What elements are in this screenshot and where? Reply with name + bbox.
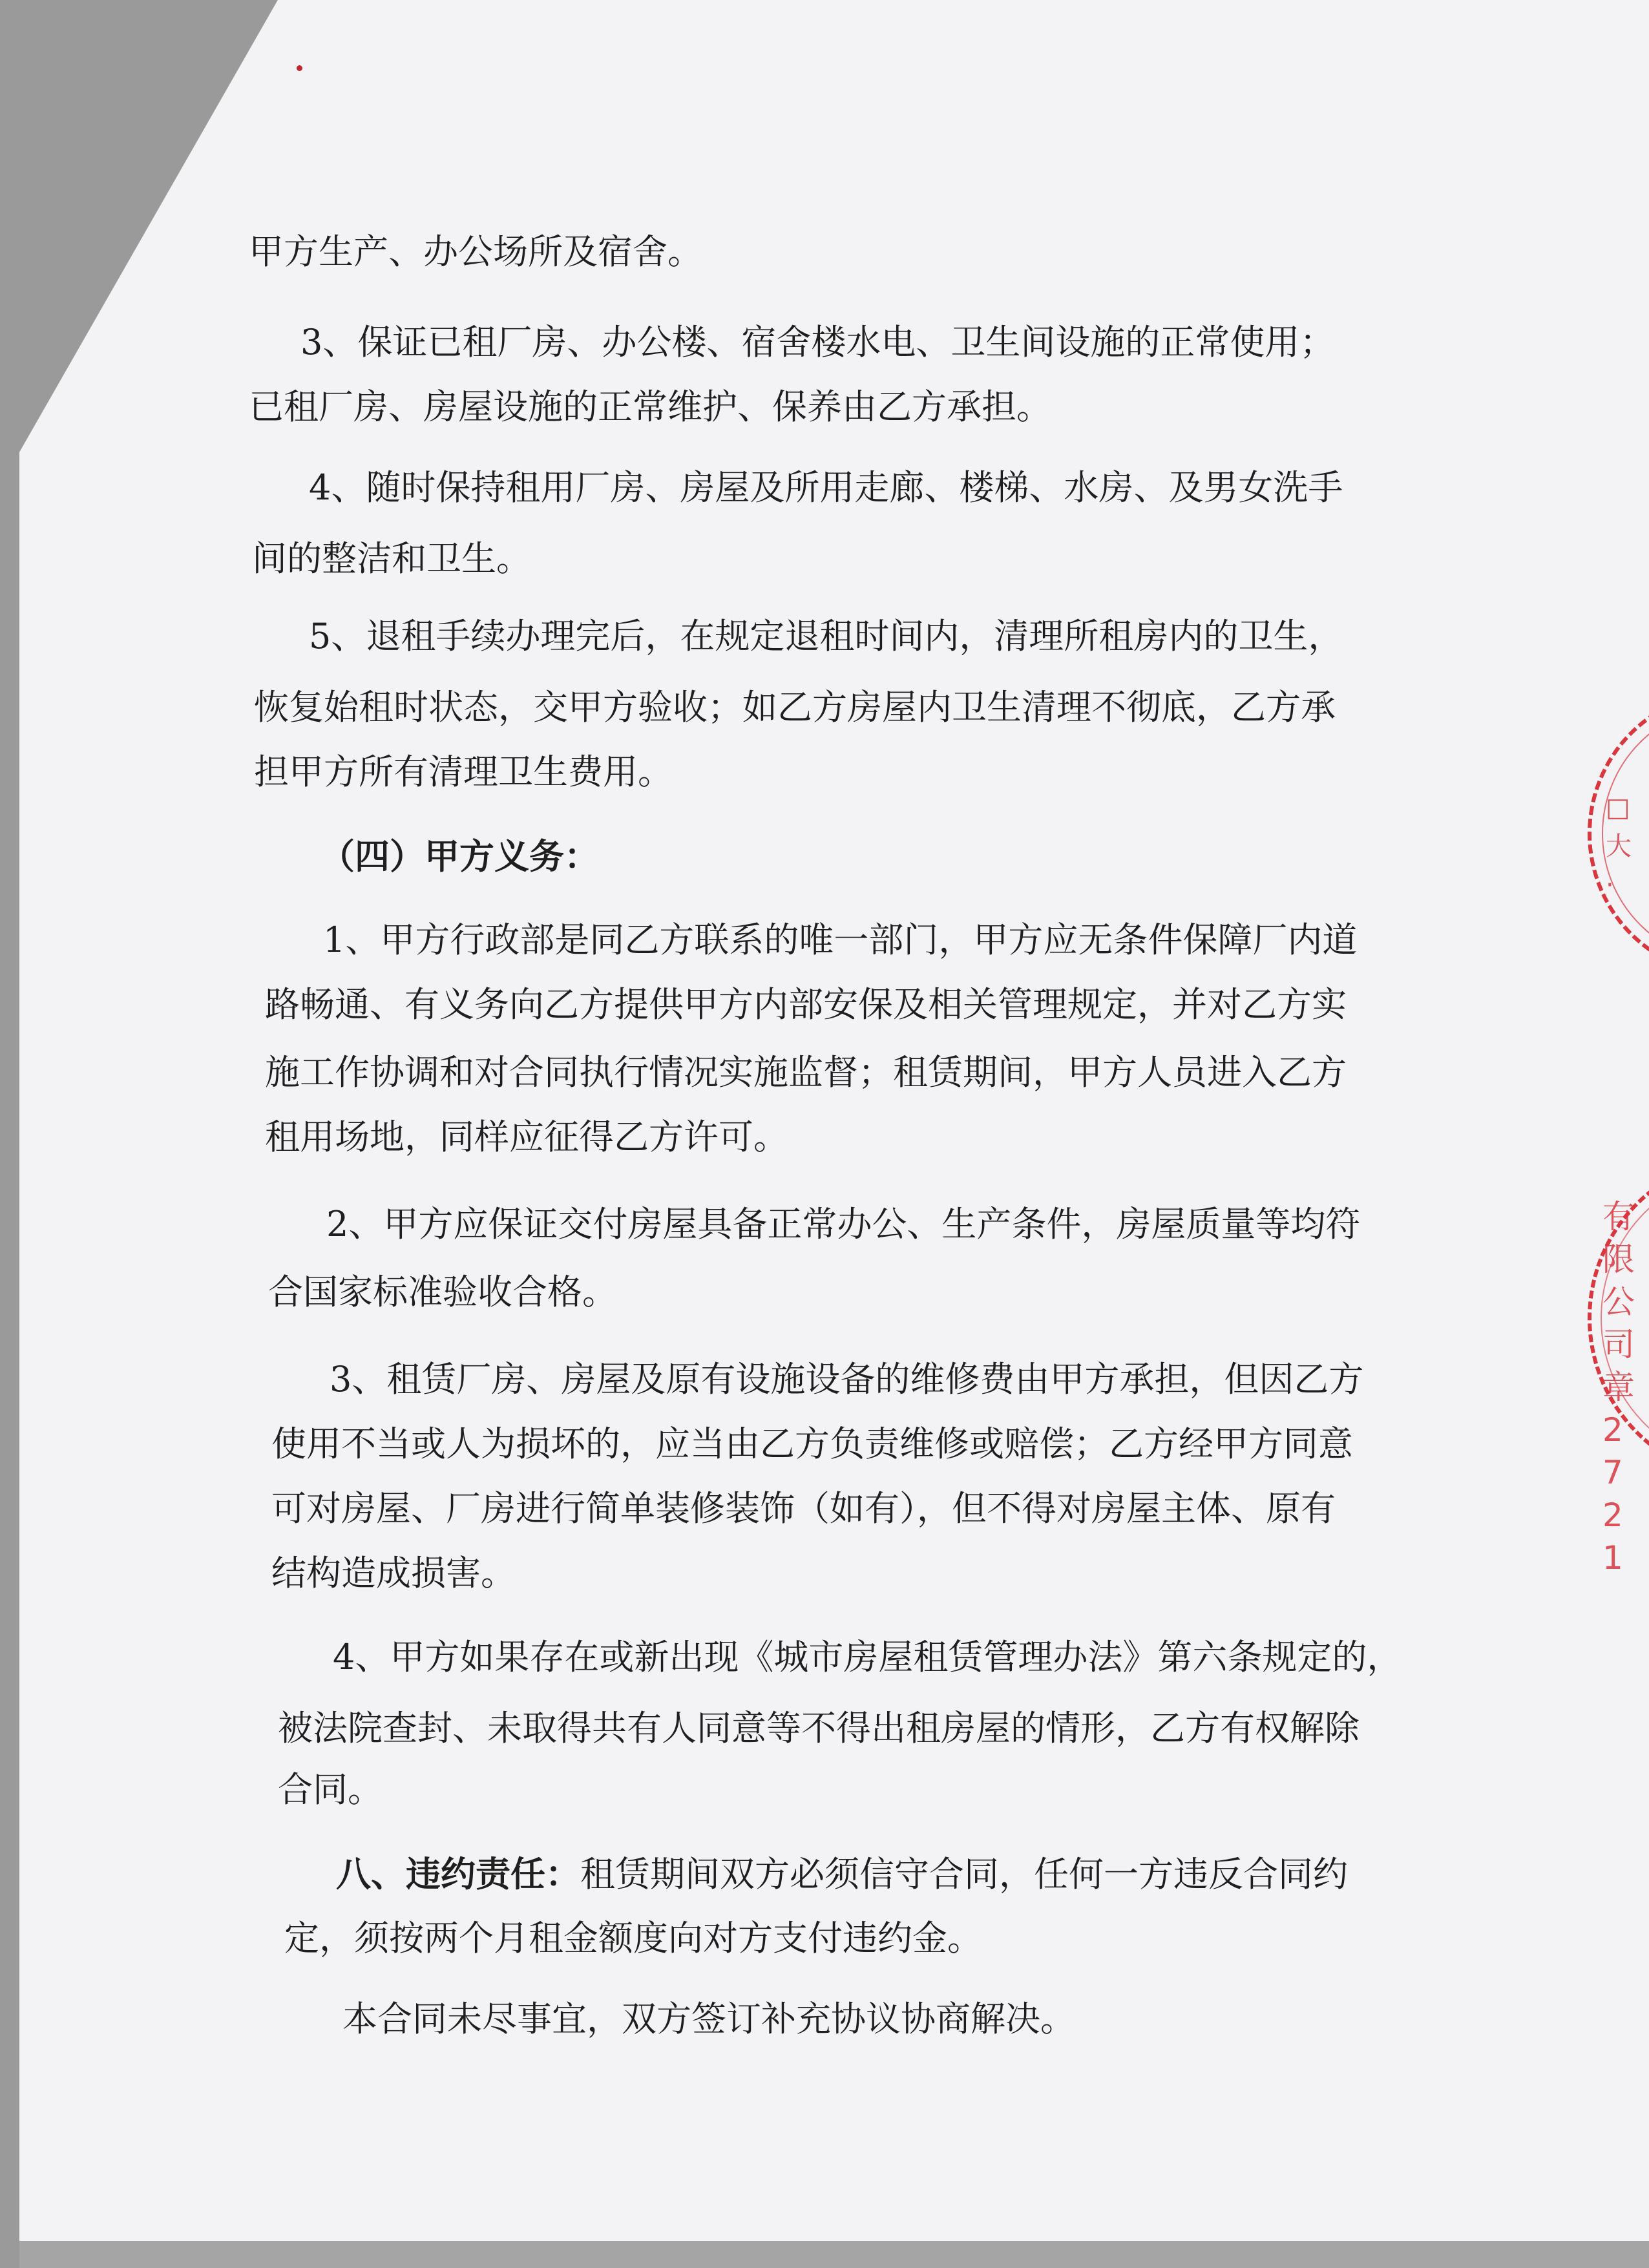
seal-stamp-lower: [1577, 1150, 1649, 1577]
text-line: 定，须按两个月租金额度向对方支付违约金。: [284, 1918, 982, 1958]
text-line: 1、甲方行政部是同乙方联系的唯一部门，甲方应无条件保障厂内道: [323, 919, 1358, 960]
text-line: 3、租赁厂房、房屋及原有设施设备的维修费由甲方承担，但因乙方: [330, 1359, 1364, 1400]
text-line: 合国家标准验收合格。: [268, 1272, 617, 1312]
text-line: 租用场地，同样应征得乙方许可。: [265, 1117, 788, 1157]
section-heading: （四）甲方义务：: [320, 835, 599, 877]
text-line: 5、退租手续办理完后，在规定退租时间内，清理所租房内的卫生，: [309, 616, 1343, 656]
text-line: 间的整洁和卫生。: [252, 538, 531, 579]
breach-paragraph: [336, 1851, 1348, 1897]
text-line: 2、甲方应保证交付房屋具备正常办公、生产条件，房屋质量等均符: [326, 1204, 1361, 1244]
closing-line: 本合同未尽事宜，双方签订补充协议协商解决。: [342, 1999, 1075, 2039]
seal-upper-text: □ 大 ·: [1606, 793, 1632, 900]
text-line: 被法院查封、未取得共有人同意等不得出租房屋的情形，乙方有权解除: [278, 1708, 1360, 1748]
text-line: 施工作协调和对合同执行情况实施监督；租赁期间，甲方人员进入乙方: [265, 1052, 1347, 1093]
text-line: 使用不当或人为损坏的，应当由乙方负责维修或赔偿；乙方经甲方同意: [271, 1423, 1353, 1464]
seal-lower-text: 有限公司 章 2721: [1602, 1198, 1635, 1577]
breach-heading: 八、违约责任：: [336, 1853, 580, 1895]
text-line: 4、随时保持租用厂房、房屋及所用走廊、楼梯、水房、及男女洗手: [309, 467, 1343, 508]
text-line: 已租厂房、房屋设施的正常维护、保养由乙方承担。: [249, 386, 1051, 427]
text-line: 结构造成损害。: [271, 1553, 516, 1593]
text-line: 可对房屋、厂房进行简单装修装饰（如有），但不得对房屋主体、原有: [271, 1488, 1336, 1529]
seal-stamp-upper: [1577, 737, 1649, 930]
text-line: 合同。: [278, 1769, 383, 1810]
text-line: 路畅通、有义务向乙方提供甲方内部安保及相关管理规定，并对乙方实: [265, 984, 1347, 1025]
text-line: 甲方生产、办公场所及宿舍。: [249, 231, 702, 272]
page-bottom-shadow: [19, 2241, 1649, 2268]
text-line: 恢复始租时状态，交甲方验收；如乙方房屋内卫生清理不彻底，乙方承: [254, 687, 1336, 728]
text-line: 3、保证已租厂房、办公楼、宿舍楼水电、卫生间设施的正常使用；: [300, 322, 1335, 362]
text-line: 担甲方所有清理卫生费用。: [254, 751, 673, 792]
breach-text: 租赁期间双方必须信守合同，任何一方违反合同约: [580, 1854, 1348, 1895]
red-mark-dot: [297, 65, 302, 71]
text-line: 4、甲方如果存在或新出现《城市房屋租赁管理办法》第六条规定的，: [333, 1637, 1402, 1677]
